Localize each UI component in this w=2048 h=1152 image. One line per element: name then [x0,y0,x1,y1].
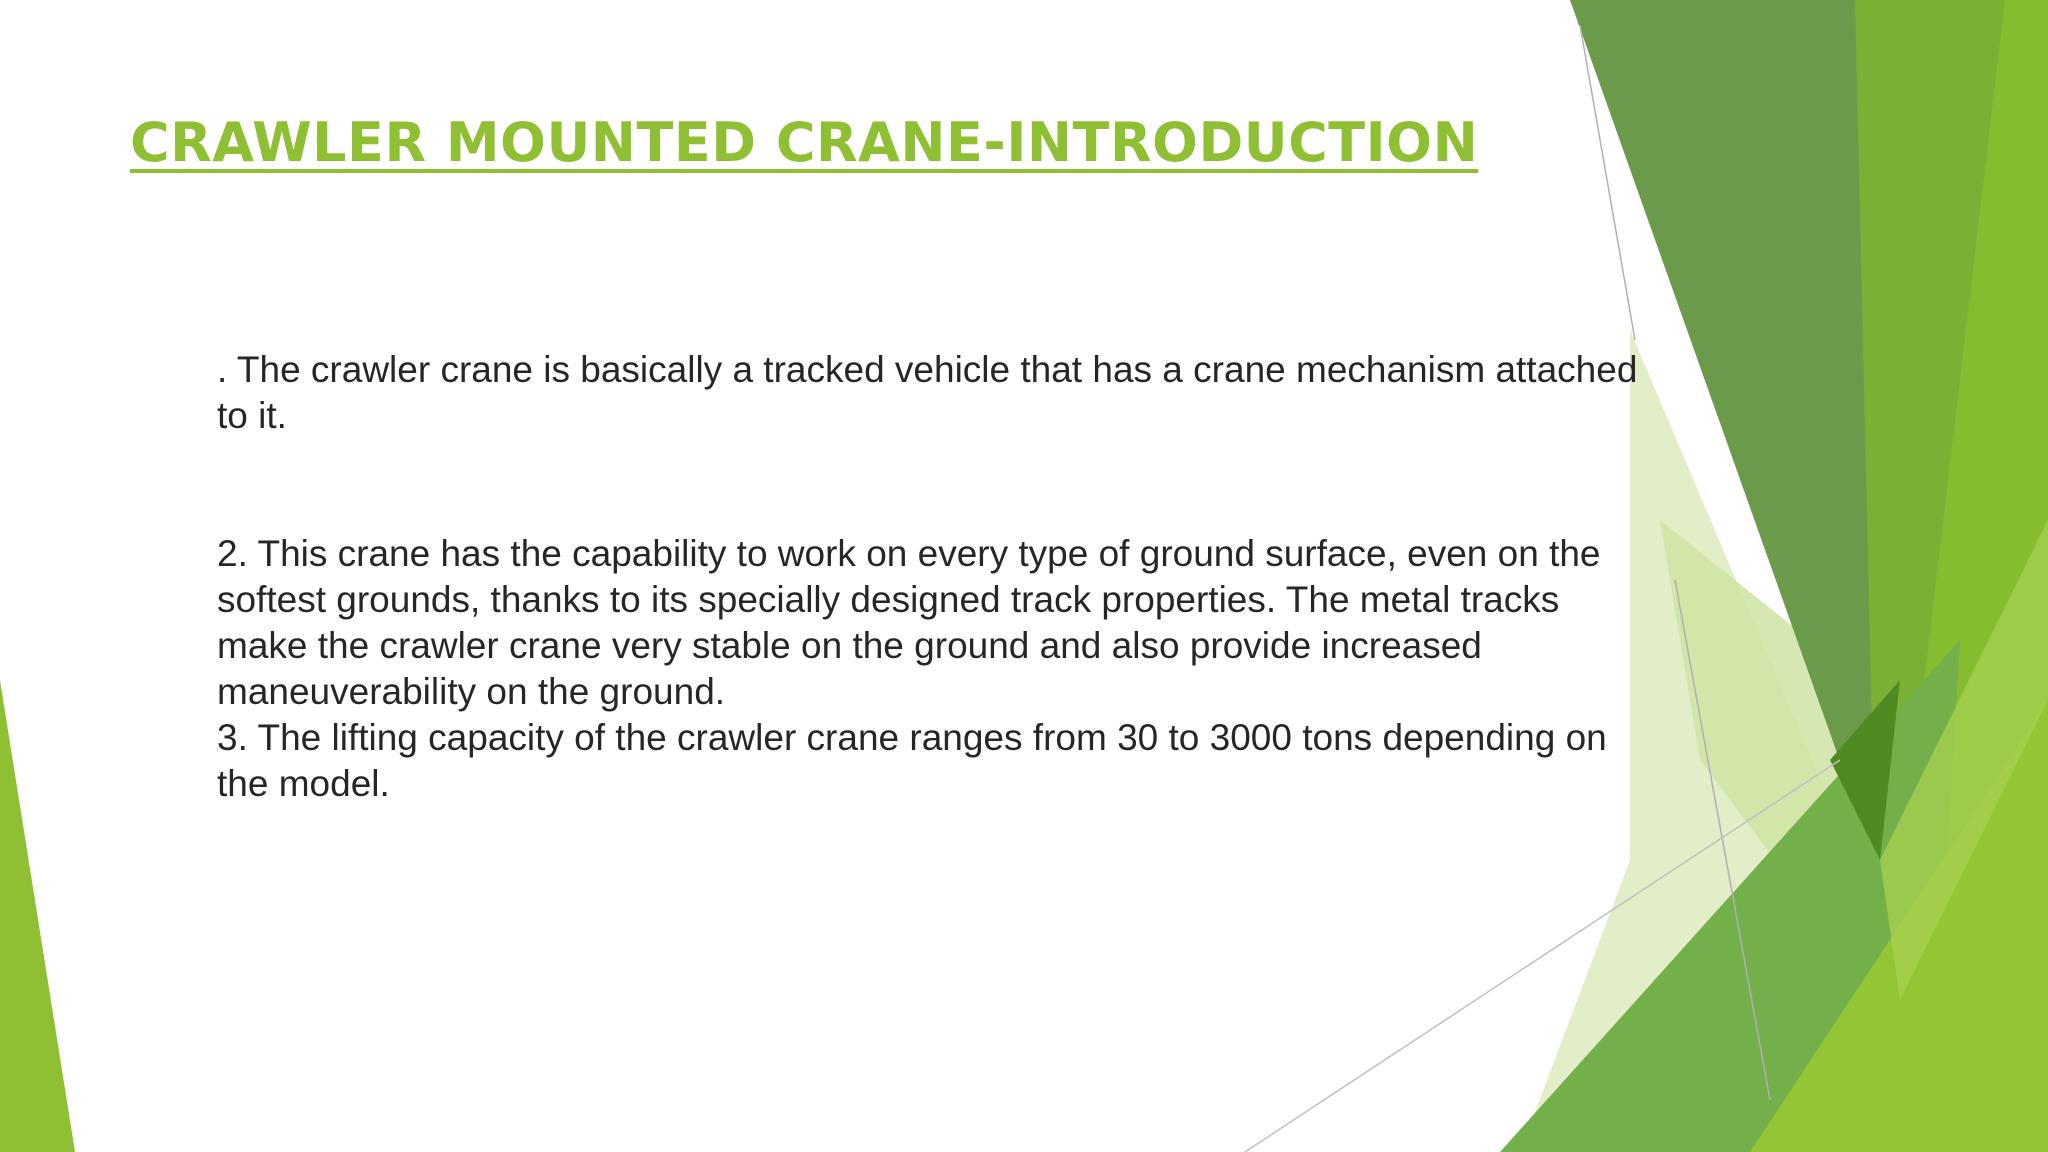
paragraph-spacer [217,439,1657,531]
left-green-sliver [0,680,75,1152]
slide-body [217,347,1657,807]
paragraph-2: 2. This crane has the capability to work on every type of ground surface, even on the softest grounds, thanks to its specially designed track properties. The metal tracks make the crawler crane very stable on the ground and also provide increased maneuverability on the ground. [217,533,1601,712]
paragraph-1: . The crawler crane is basically a tracked vehicle that has a crane mechanism attached to it. [217,349,1638,436]
slide-title: CRAWLER MOUNTED CRANE-INTRODUCTION [130,111,1479,174]
paragraph-3: 3. The lifting capacity of the crawler crane ranges from 30 to 3000 tons depending on the model. [217,717,1607,804]
